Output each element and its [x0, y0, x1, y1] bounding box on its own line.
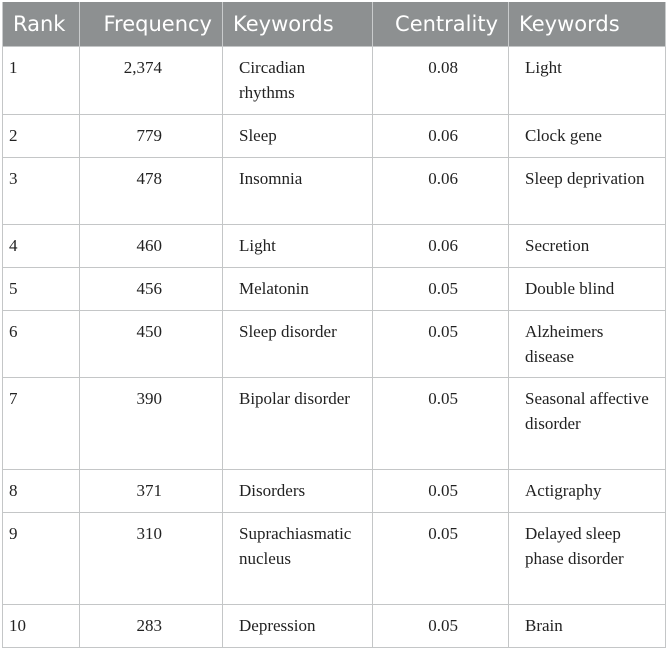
cell-rank: 2	[3, 115, 80, 158]
cell-keyword: Sleep disorder	[223, 311, 373, 378]
cell-keyword-centrality: Light	[509, 47, 666, 115]
cell-keyword-centrality: Sleep deprivation	[509, 158, 666, 225]
table-row	[3, 513, 666, 605]
cell-keyword: Light	[223, 225, 373, 268]
keywords-table	[2, 2, 666, 648]
cell-frequency: 310	[80, 513, 223, 605]
cell-keyword-centrality: Clock gene	[509, 115, 666, 158]
header-keywords: Keywords	[223, 2, 373, 47]
header-rank: Rank	[3, 2, 80, 47]
cell-keyword-centrality: Alzheimers disease	[509, 311, 666, 378]
cell-rank: 9	[3, 513, 80, 605]
table-row	[3, 225, 666, 268]
cell-keyword-centrality: Secretion	[509, 225, 666, 268]
cell-rank: 8	[3, 470, 80, 513]
cell-keyword: Suprachiasmatic nucleus	[223, 513, 373, 605]
cell-centrality: 0.05	[373, 311, 509, 378]
cell-rank: 3	[3, 158, 80, 225]
table-row	[3, 115, 666, 158]
cell-centrality: 0.05	[373, 378, 509, 470]
cell-frequency: 371	[80, 470, 223, 513]
cell-centrality: 0.05	[373, 470, 509, 513]
cell-frequency: 283	[80, 605, 223, 648]
cell-centrality: 0.06	[373, 158, 509, 225]
cell-keyword-centrality: Double blind	[509, 268, 666, 311]
cell-keyword: Circadian rhythms	[223, 47, 373, 115]
cell-frequency: 478	[80, 158, 223, 225]
table-container	[2, 2, 666, 648]
cell-keyword-centrality: Actigraphy	[509, 470, 666, 513]
header-keywords-centrality: Keywords	[509, 2, 666, 47]
table-row	[3, 47, 666, 115]
table-row	[3, 378, 666, 470]
header-frequency: Frequency	[80, 2, 223, 47]
cell-centrality: 0.05	[373, 605, 509, 648]
cell-centrality: 0.05	[373, 513, 509, 605]
table-header	[3, 2, 666, 47]
cell-centrality: 0.05	[373, 268, 509, 311]
table-row	[3, 605, 666, 648]
cell-frequency: 779	[80, 115, 223, 158]
cell-keyword: Insomnia	[223, 158, 373, 225]
cell-rank: 6	[3, 311, 80, 378]
table-row	[3, 268, 666, 311]
table-row	[3, 158, 666, 225]
header-centrality: Centrality	[373, 2, 509, 47]
cell-rank: 10	[3, 605, 80, 648]
cell-rank: 1	[3, 47, 80, 115]
table-body	[3, 47, 666, 648]
cell-frequency: 456	[80, 268, 223, 311]
cell-keyword: Sleep	[223, 115, 373, 158]
cell-frequency: 2,374	[80, 47, 223, 115]
cell-keyword-centrality: Brain	[509, 605, 666, 648]
cell-keyword: Bipolar disorder	[223, 378, 373, 470]
cell-keyword: Disorders	[223, 470, 373, 513]
cell-frequency: 390	[80, 378, 223, 470]
cell-keyword-centrality: Seasonal affective disorder	[509, 378, 666, 470]
cell-rank: 7	[3, 378, 80, 470]
cell-keyword: Depression	[223, 605, 373, 648]
cell-rank: 5	[3, 268, 80, 311]
cell-keyword: Melatonin	[223, 268, 373, 311]
cell-frequency: 450	[80, 311, 223, 378]
cell-frequency: 460	[80, 225, 223, 268]
cell-centrality: 0.08	[373, 47, 509, 115]
cell-rank: 4	[3, 225, 80, 268]
table-row	[3, 470, 666, 513]
cell-centrality: 0.06	[373, 115, 509, 158]
header-row	[3, 2, 666, 47]
cell-centrality: 0.06	[373, 225, 509, 268]
cell-keyword-centrality: Delayed sleep phase disorder	[509, 513, 666, 605]
table-row	[3, 311, 666, 378]
